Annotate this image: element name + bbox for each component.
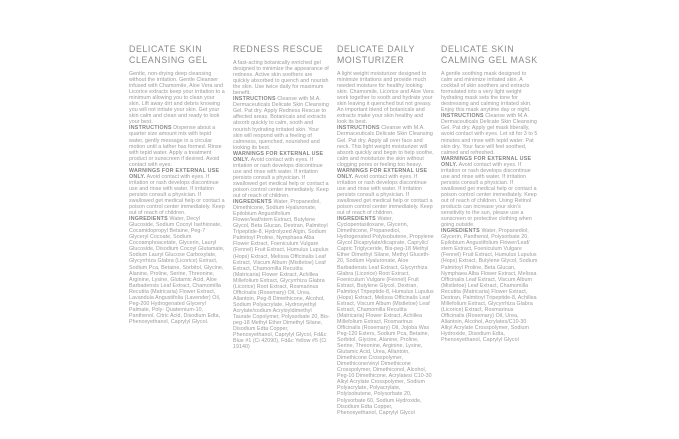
ingredients-label: INGREDIENTS <box>233 199 272 206</box>
warnings-text: Avoid contact with eyes. If irritation or rash develops discontinue use and rinse with water. If irritation persists consult a physician. If swallowed get medical help or contact a poison control center immediately. Keep out of reach of children. <box>337 173 433 217</box>
warnings-paragraph <box>129 168 226 216</box>
warnings-paragraph <box>441 156 538 229</box>
instructions-paragraph <box>337 125 434 167</box>
instructions-label: INSTRUCTIONS <box>129 125 172 132</box>
product-title: DELICATE SKIN CLEANSING GEL <box>129 44 208 65</box>
warnings-label: WARNINGS FOR EXTERNAL USE ONLY. <box>233 150 324 163</box>
instructions-text: Cleanse with M.A. Dermaceuticals Delicate Skin Cleansing Gel. Pat dry. Apply gel mask liberally, avoid contact with eyes. Let sit for 3 to 5 minutes and rinse with tepid water. Pat skin dry. Your face will feel soothed, calmed and refreshed. <box>441 113 538 156</box>
instructions-text: Cleanse with M.A. Dermaceuticals Delicate Skin Cleansing Gel. Pat dry. Apply Redness Rescue to affected areas. Botanicals and extracts absorb quickly to calm, sooth and nourish hydrating irritated skin. Your skin will respond with a feeling of calmness, quenched, nourished and looking its best. <box>233 96 329 151</box>
ingredients-label: INGREDIENTS <box>337 216 376 223</box>
ingredients-text: Water, Decyl Glucoside, Sodium Cocoyl Isethionate, Cocamidopropyl Betaine, Peg-7 Glyceryl Cocoate, Sodium Cocoamphoacetate, Glycerin, Lauryl Glucoside, Disodium Cocoyl Glutamate, Sodium Lauryl Glucose Carboxylate, Glycyrrhiza Glabra (Licorice) Extract, Sodium Pca, Betaine, Sorbitol, Glycine, Alanine, Proline, Serine, Threonine, Arginine, Lysine, Glutamic Acid, Aloe Barbadensis Leaf Extract, Chamomilla Recutita (Matricaria) Flower Extract, Lavandula Angustifolia (Lavender) Oil, Peg-200 Hydrogenated Glyceryl Palmate, Poly- Quaternium-10, Panthenol, Citric Acid, Disodium Edta, Phenoxyethanol, Caprylyl Glycol. <box>129 216 225 325</box>
product-title: DELICATE DAILY MOISTURIZER <box>337 44 415 65</box>
ingredients-text: Water, Propanediol, Dimethicone, Sodium Hyaluronate, Epilobium Angustifolium Flower/leaf/stem Extract, Butylene Glycol, Beta Glucan, Dextran, Palmitoyl Tripeptide-8, Hydrolyzed Algin, Sodium Palmitoyl Proline, Nymphaea Alba Flower Extract, Foeniculum Vulgare (Fennel) Fruit Extract, Humulus Lupulus (Hops) Extract, Melissa Officinalis Leaf Extract, Viscum Album (Mistletoe) Leaf Extract, Chamomilla Recutita (Matricaria) Flower Extract, Achillea Millefolium Extract, Glycyrrhiza Glabra (Licorice) Root Extract, Rosmarinus Officinalis (Rosemary) Oil, Urea, Allantoin, Peg-8 Dimethicone, Alcohol, Sodium Polyacrylate, Hydroxyethyl Acrylate/sodium Acryloyldimethyl Taurate Copolymer, Polysorbate 20, Bis-peg-18 Methyl Ether Dimethyl Silane, Disodium Edta Copper, Phenoxyethanol, Caprylyl Glycol, Fd&c Blue #1 (Ci 42090), Fd&c Yellow #5 (Ci 19140) <box>233 199 330 351</box>
ingredients-text: Water, Cyclopentasiloxane, Glycerin, Dimethicone, Propanediol, Hydrogenated Polyisobutene, Propylene Glycol Dicaprylate/dicaprate, Caprylic/ Capric Triglyceride, Bis-peg-18 Methyl Ether Dimethyl Silane, Methyl Gluceth-20, Sodium Hyaluronate, Aloe Barbadensis Leaf Extract, Glycyrrhiza Glabra (Licorice) Root Extract, Foeniculum Vulgare (Fennel) Fruit Extract, Butylene Glycol, Dextran, Palmitoyl Tripeptide-8, Humulus Lupulus (Hops) Extract, Melissa Officinalis Leaf Extract, Viscum Album (Mistletoe) Leaf Extract, Chamomilla Recutita (Matricaria) Flower Extract, Achillea Millefolium Extract, Rosmarinus Officinalis (Rosemary) Oil, Jojoba Wax Peg-120 Esters, Sodium Pca, Betaine, Sorbitol, Glycine, Alanine, Proline, Serine, Threonine, Arginine, Lysine, Glutamic Acid, Urea, Allantoin, Dimethicone Crosspolymer, Dimethicone/vinyl Dimethicone Crosspolymer, Dimethiconol, Alcohol, Peg-10 Dimethicone, Acrylates/ C10-30 Alkyl Acrylate Crosspolymer, Sodium Polyacrylate, Polyacrylate, Polyisobutene, Polysorbate 20, Polysorbate 60, Sodium Hydroxide, Disodium Edta Copper, Phenoxyethanol, Caprylyl Glycol <box>337 216 434 416</box>
warnings-label: WARNINGS FOR EXTERNAL USE ONLY. <box>129 167 220 180</box>
instructions-text: Dispense about a quarter size amount mix with tepid water, gently message in a circular motion until a lather has formed. Rinse with tepid water. Apply a treatment product or sunscreen if desired. Avoid contact with eyes. <box>129 125 222 168</box>
product-columns <box>129 44 538 416</box>
product-title: REDNESS RESCUE <box>233 44 324 54</box>
product-column-daily-moisturizer <box>337 44 434 416</box>
ingredients-paragraph <box>337 216 434 416</box>
instructions-paragraph <box>441 113 538 155</box>
warnings-paragraph <box>233 151 330 199</box>
product-description: A gentle soothing mask designed to calm and minimize irritated skin. A cocktail of skin soothers and extracts formulated into a very light weight hydrating mask sets the tone for destressing and calming irritated skin. Enjoy this mask anytime day or night. <box>441 71 532 114</box>
ingredients-label: INGREDIENTS <box>129 216 168 223</box>
instructions-paragraph <box>129 125 226 167</box>
ingredients-paragraph <box>233 199 330 350</box>
ingredients-paragraph <box>129 216 226 325</box>
ingredients-paragraph <box>441 228 538 343</box>
instructions-label: INSTRUCTIONS <box>337 125 380 132</box>
warnings-paragraph <box>337 168 434 216</box>
instructions-label: INSTRUCTIONS <box>441 113 484 120</box>
warnings-label: WARNINGS FOR EXTERNAL USE ONLY. <box>337 167 428 180</box>
product-description: A fast-acting botanically enriched gel designed to minimize the appearance of redness. Active skin soothers are quickly absorbed to quench and nourish the skin. Use twice daily for maximum benefit. <box>233 60 329 97</box>
warnings-text: Avoid contact with eyes. If irritation or rash develops discontinue use and rinse with water. If irritation persists consult a physician. If swallowed get medical help or contact a poison control center immediately. Keep out of reach of children. <box>233 156 329 200</box>
instructions-label: INSTRUCTIONS <box>233 96 276 103</box>
product-description: A light weight moisturizer designed to minimize irritations and provide much needed moisture for healthy looking skin. Chamomile, Licorice and Aloe Vera work together to sooth and hydrate your skin leaving it quenched but not greasy. An important blend of botanicals and extracts make your skin healthy and look its best. <box>337 71 434 126</box>
ingredients-label: INGREDIENTS <box>441 228 480 235</box>
warnings-label: WARNINGS FOR EXTERNAL USE ONLY. <box>441 155 532 168</box>
product-title: DELICATE SKIN CALMING GEL MASK <box>441 44 538 65</box>
ingredients-text: Water, Propanediol, Glycerin, Panthenol, Polysorbate 20, Epilobium Angustifolium Flower/Leaf/ stem Extract, Foeniculum Vulgare (Fennel) Fruit Extract, Humulus Lupulus (Hops) Extract, Butylene Glycol, Sodium Palmitoyl Proline, Beta Glucan, Nymphaea Alba Flower Extract, Melissa Officinalis Leaf Extract, Viscum Album (Mistletoe) Leaf Extract, Chamomilla Recutita (Matricaria) Flower Extract, Dextran, Palmitoyl Tripeptide-8, Achillea Millefolium Extract, Glycyrrhiza Glabra (Licorice) Extract, Rosmarinus Officinalis (Rosemary) Oil, Urea, Allantoin, Alcohol, Acrylates/C10-30 Alkyl Acrylate Crosspolymer, Sodium Hydroxide, Disodium Edta, Phenoxyethanol, Caprylyl Glycol <box>441 228 538 344</box>
product-column-redness-rescue <box>233 44 330 350</box>
warnings-text: Avoid contact with eyes. If irritation or rash develops discontinue use and rinse with water. If irritation persists consult a physician. If swallowed get medical help or contact a poison control center immediately. Keep out of reach of children. <box>129 173 225 217</box>
instructions-text: Cleanse with M.A. Dermaceuticals Delicate Skin Cleansing Gel. Pat dry. Apply all over face and neck. This light weight moisturizer will absorb quickly and begin to help soothe, calm and moisturize the skin without clogging pores or feeling too heavy. <box>337 125 434 168</box>
warnings-text: Avoid contact with eyes. If irritation or rash develops discontinue use and rinse with water. If irritation persists consult a physician. If swallowed get medical help or contact a poison control center immediately. Keep out of reach of children. Using Retinol products can increase your skin's sensitivity to the sun, please use a sunscreen or protective clothing when going outside. <box>441 161 537 229</box>
instructions-paragraph <box>233 96 330 150</box>
product-column-calming-gel-mask <box>441 44 538 343</box>
product-column-cleansing-gel <box>129 44 226 325</box>
product-description: Gentle, non-drying deep cleansing without the irritation. Gentle Cleanser infused with Chamomile, Aloe Vera and Licorice extracts keep your irritation to a minimum allowing you to clean your skin. Lift away dirt and debris knowing you will not irritate your skin. Get your skin calm and clean and ready to look your best. <box>129 71 225 126</box>
